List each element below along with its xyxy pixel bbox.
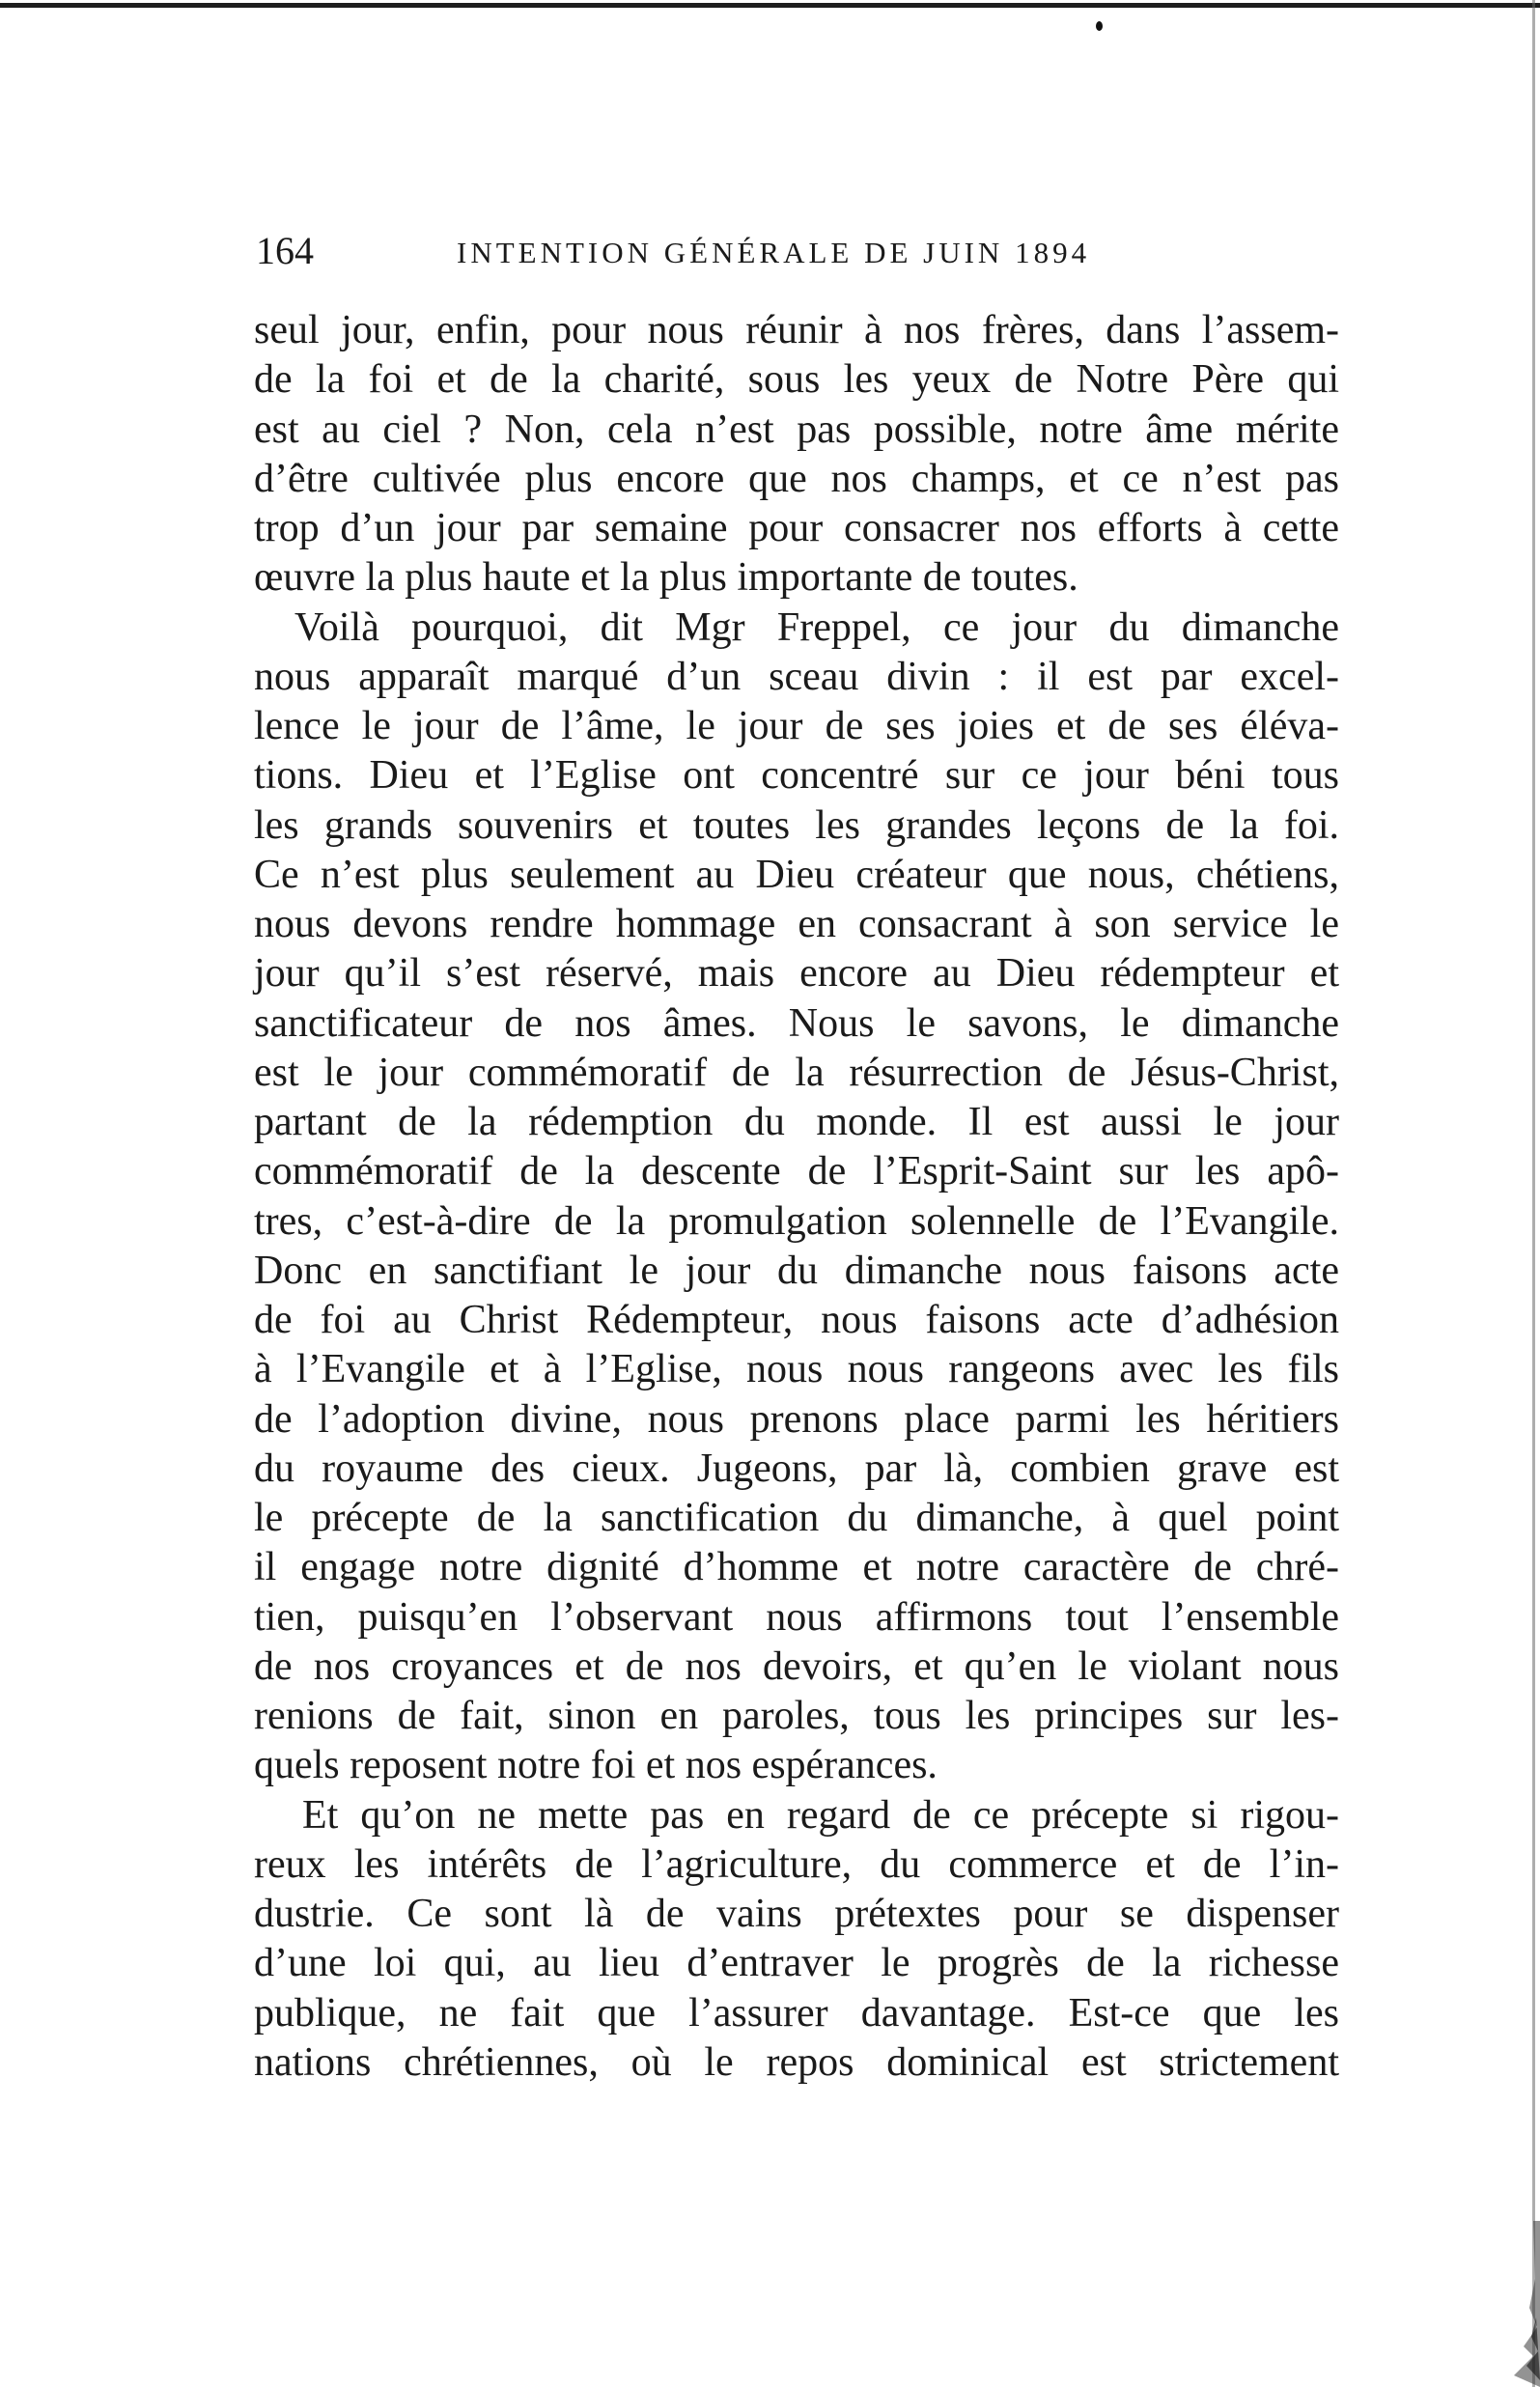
- text-line: du royaume des cieux. Jugeons, par là, combien grave est: [254, 1446, 1339, 1491]
- text-line: renions de fait, sinon en paroles, tous les principes sur les-: [254, 1694, 1339, 1738]
- text-line: partant de la rédemption du monde. Il est aussi le jour: [254, 1100, 1339, 1144]
- text-line: de foi au Christ Rédempteur, nous faisons acte d’adhésion: [254, 1298, 1339, 1342]
- text-line: seul jour, enfin, pour nous réunir à nos frères, dans l’assem-: [254, 308, 1339, 352]
- text-line: Donc en sanctifiant le jour du dimanche nous faisons acte: [254, 1248, 1339, 1293]
- text-line: Ce n’est plus seulement au Dieu créateur que nous, chétiens,: [254, 852, 1339, 897]
- text-line: le précepte de la sanctification du dimanche, à quel point: [254, 1496, 1339, 1540]
- text-line: de nos croyances et de nos devoirs, et qu’en le violant nous: [254, 1643, 1339, 1689]
- text-line: de la foi et de la charité, sous les yeux de Notre Père qui: [254, 357, 1339, 403]
- page-right-edge: [1532, 0, 1535, 2387]
- text-line: jour qu’il s’est réservé, mais encore au Dieu rédempteur et: [254, 951, 1339, 997]
- text-line: nous apparaît marqué d’un sceau divin : il est par excel-: [254, 654, 1339, 699]
- text-line: tres, c’est-à-dire de la promulgation solennelle de l’Evangile.: [254, 1198, 1339, 1244]
- scan-speck: [1096, 21, 1103, 31]
- text-line: lence le jour de l’âme, le jour de ses joies et de ses éléva-: [254, 704, 1339, 748]
- scan-artifact: [1495, 2221, 1540, 2387]
- text-line: œuvre la plus haute et la plus importante de toutes.: [254, 555, 1078, 601]
- text-line: nations chrétiennes, où le repos dominical est strictement: [254, 2039, 1339, 2085]
- text-line: Et qu’on ne mette pas en regard de ce précepte si rigou-: [302, 1792, 1339, 1838]
- text-line: tions. Dieu et l’Eglise ont concentré sur ce jour béni tous: [254, 753, 1339, 799]
- paragraph: [254, 1791, 1339, 2089]
- text-line: d’une loi qui, au lieu d’entraver le progrès de la richesse: [254, 1941, 1339, 1986]
- paragraph: [254, 306, 1339, 604]
- text-line: est au ciel ? Non, cela n’est pas possible, notre âme mérite: [254, 407, 1339, 452]
- text-line: commémoratif de la descente de l’Esprit-Saint sur les apô-: [254, 1149, 1339, 1194]
- text-line: de l’adoption divine, nous prenons place parmi les héritiers: [254, 1396, 1339, 1442]
- text-line: reux les intérêts de l’agriculture, du commerce et de l’in-: [254, 1841, 1339, 1887]
- text-line: nous devons rendre hommage en consacrant à son service le: [254, 902, 1339, 946]
- page-number: 164: [256, 229, 314, 272]
- text-line: dustrie. Ce sont là de vains prétextes pour se dispenser: [254, 1892, 1339, 1936]
- running-head: INTENTION GÉNÉRALE DE JUIN 1894: [457, 236, 1091, 269]
- text-line: il engage notre dignité d’homme et notre caractère de chré-: [254, 1545, 1339, 1590]
- text-line: trop d’un jour par semaine pour consacrer nos efforts à cette: [254, 506, 1339, 550]
- text-line: à l’Evangile et à l’Eglise, nous nous rangeons avec les fils: [254, 1347, 1339, 1392]
- text-line: Voilà pourquoi, dit Mgr Freppel, ce jour du dimanche: [294, 604, 1339, 650]
- text-line: d’être cultivée plus encore que nos champs, et ce n’est pas: [254, 456, 1339, 501]
- text-line: les grands souvenirs et toutes les grandes leçons de la foi.: [254, 802, 1339, 848]
- body-text: [254, 306, 1339, 2088]
- page-top-edge: [0, 3, 1540, 8]
- text-line: publique, ne fait que l’assurer davantage. Est-ce que les: [254, 1990, 1339, 2036]
- text-line: est le jour commémoratif de la résurrection de Jésus-Christ,: [254, 1050, 1339, 1095]
- text-line: tien, puisqu’en l’observant nous affirmons tout l’ensemble: [254, 1594, 1339, 1640]
- paragraph: [254, 604, 1339, 1791]
- text-line: quels reposent notre foi et nos espérances.: [254, 1743, 938, 1788]
- page-header: [0, 228, 1540, 274]
- text-line: sanctificateur de nos âmes. Nous le savons, le dimanche: [254, 1000, 1339, 1046]
